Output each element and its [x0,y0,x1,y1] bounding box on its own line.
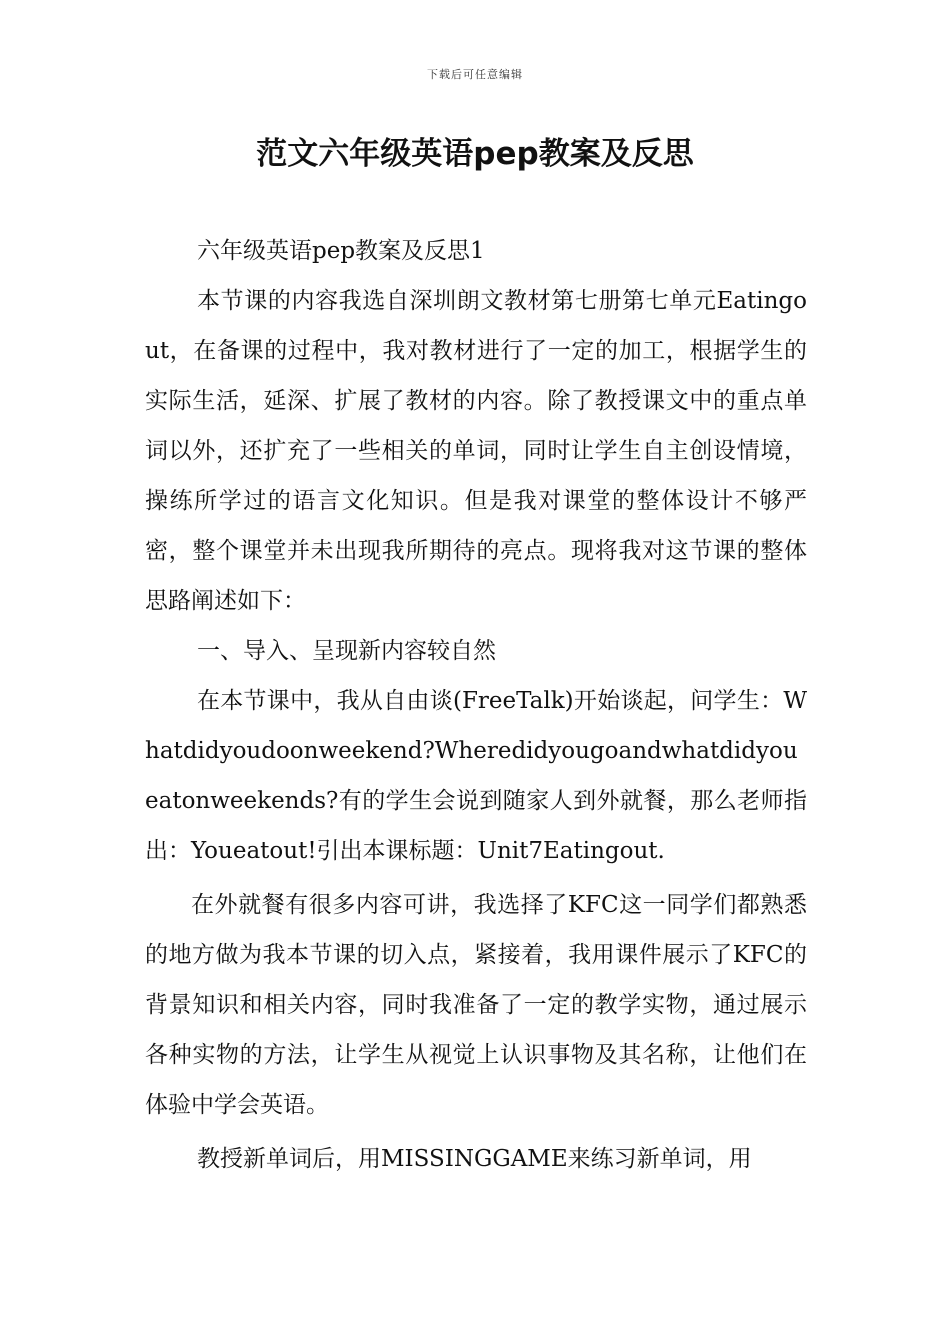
paragraph-intro: 本节课的内容我选自深圳朗文教材第七册第七单元Eatingout，在备课的过程中，我对教材进行了一定的加工，根据学生的实际生活，延深、扩展了教材的内容。除了教授课文中的重点单词以外，还扩充了一些相关的单词，同时让学生自主创设情境，操练所学过的语言文化知识。但是我对课堂的整体设计不够严密，整个课堂并未出现我所期待的亮点。现将我对这节课的整体思路阐述如下： [145,288,807,614]
paragraph-missing-game: 教授新单词后，用MISSINGGAME来练习新单词，用 [197,1146,752,1172]
section-heading: 六年级英语pep教案及反思1 [197,238,485,264]
section-heading: 一、导入、呈现新内容较自然 [197,638,496,664]
paragraph-kfc: 在外就餐有很多内容可讲，我选择了KFC这一同学们都熟悉的地方做为我本节课的切入点，紧接着，我用课件展示了KFC的背景知识和相关内容，同时我准备了一定的教学实物，通过展示各种实物的方法，让学生从视觉上认识事物及其名称，让他们在体验中学会英语。 [145,892,807,1118]
header-note: 下载后可任意编辑 [427,68,523,81]
paragraph-lead-in: 在本节课中，我从自由谈(FreeTalk)开始谈起，问学生：Whatdidyoudoonweekend?Wheredidyougoandwhatdidyoueatonweekends?有的学生会说到随家人到外就餐，那么老师指出：Youeatout!引出本课标题：Unit7Eatingout. [145,688,807,864]
document-body [145,226,807,1184]
document-title: 范文六年级英语pep教案及反思 [256,136,694,172]
